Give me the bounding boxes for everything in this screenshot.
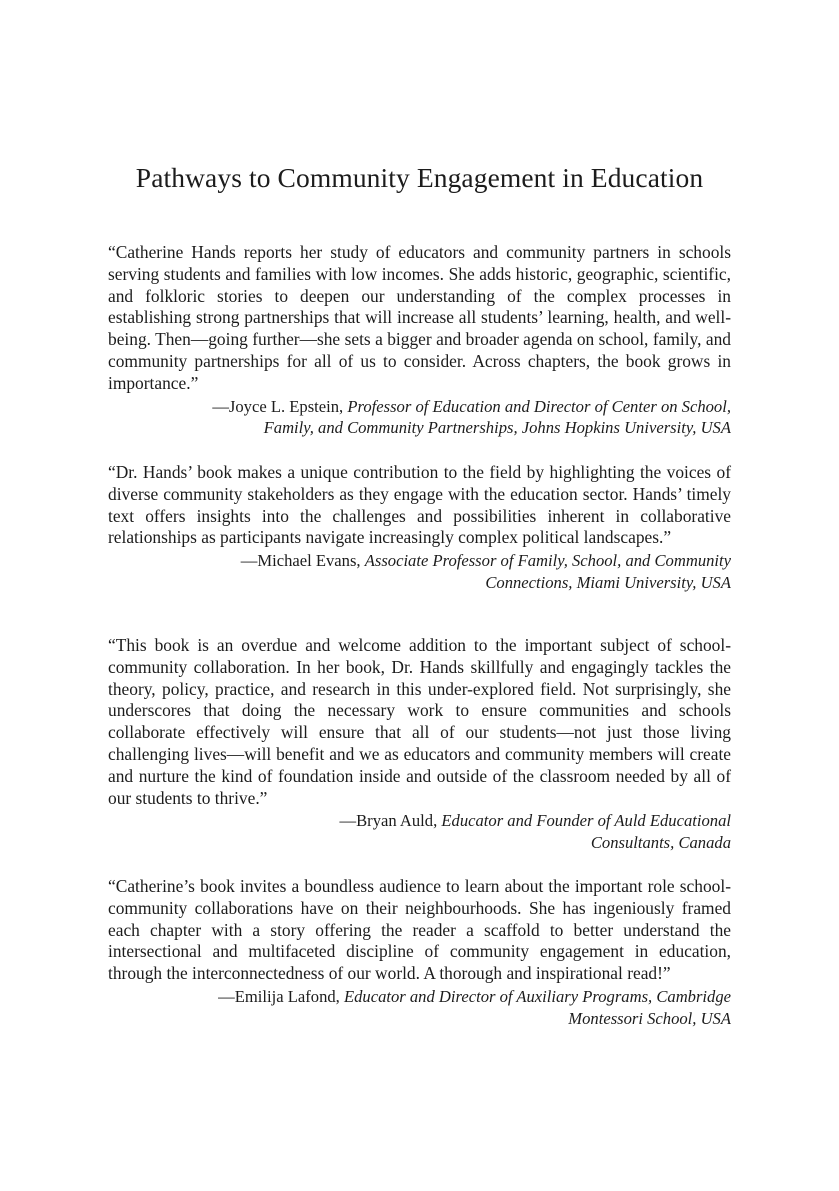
endorsement-attribution bbox=[108, 550, 731, 594]
endorsement-attribution bbox=[108, 810, 731, 854]
endorser-affiliation-line: Consultants, Canada bbox=[590, 833, 731, 853]
endorser-name: —Joyce L. Epstein, bbox=[212, 396, 344, 416]
endorser-name: —Bryan Auld, bbox=[339, 811, 438, 831]
endorser-affiliation-line: Educator and Director of Auxiliary Programs, Cambridge bbox=[343, 986, 731, 1006]
endorser-affiliation-line: Professor of Education and Director of Center on School, bbox=[347, 396, 731, 416]
endorser-affiliation-line: Connections, Miami University, USA bbox=[485, 572, 731, 592]
endorsement bbox=[108, 635, 731, 854]
endorsement-quote: “Catherine’s book invites a boundless audience to learn about the important role school-community collaborations have on their neighbourhoods. She has ingeniously framed each chapter with a story offering the reader a scaffold to better understand the intersectional and multifaceted discipline of community engagement in education, through the interconnectedness of our world. A thorough and inspirational read!” bbox=[108, 876, 731, 984]
endorsement-attribution bbox=[108, 986, 731, 1030]
endorser-affiliation-line: Associate Professor of Family, School, and Community bbox=[364, 551, 731, 571]
endorsement bbox=[108, 876, 731, 1030]
endorser-affiliation-line: Montessori School, USA bbox=[568, 1008, 731, 1028]
endorser-affiliation-line: Educator and Founder of Auld Educational bbox=[441, 811, 731, 831]
endorsement-quote: “This book is an overdue and welcome addition to the important subject of school-community collaboration. In her book, Dr. Hands skillfully and engagingly tackles the theory, policy, practice, and research in this under-explored field. Not surprisingly, she underscores that doing the necessary work to ensure communities and schools collaborate effectively will ensure that all of our students—not just those living challenging lives—will benefit and we as educators and community members will create and nurture the kind of foundation inside and outside of the classroom needed by all of our students to thrive.” bbox=[108, 635, 731, 808]
endorser-name: —Emilija Lafond, bbox=[218, 986, 340, 1006]
endorser-affiliation-line: Family, and Community Partnerships, Johns Hopkins University, USA bbox=[263, 418, 731, 438]
endorser-name: —Michael Evans, bbox=[240, 551, 361, 571]
endorsement-quote: “Dr. Hands’ book makes a unique contribution to the field by highlighting the voices of diverse community stakeholders as they engage with the education sector. Hands’ timely text offers insights into the challenges and possibilities inherent in collaborative relationships as participants navigate increasingly complex political landscapes.” bbox=[108, 462, 731, 548]
endorsement-quote: “Catherine Hands reports her study of educators and community partners in schools serving students and families with low incomes. She adds historic, geographic, scientific, and folkloric stories to deepen our understanding of the complex processes in establishing strong partnerships that will increase all students’ learning, health, and well-being. Then—going further—she sets a bigger and broader agenda on school, family, and community partnerships for all of us to consider. Across chapters, the book grows in importance.” bbox=[108, 242, 731, 393]
endorsement bbox=[108, 462, 731, 594]
endorsement-attribution bbox=[108, 396, 731, 440]
endorsement bbox=[108, 242, 731, 439]
page-title: Pathways to Community Engagement in Education bbox=[135, 162, 704, 193]
